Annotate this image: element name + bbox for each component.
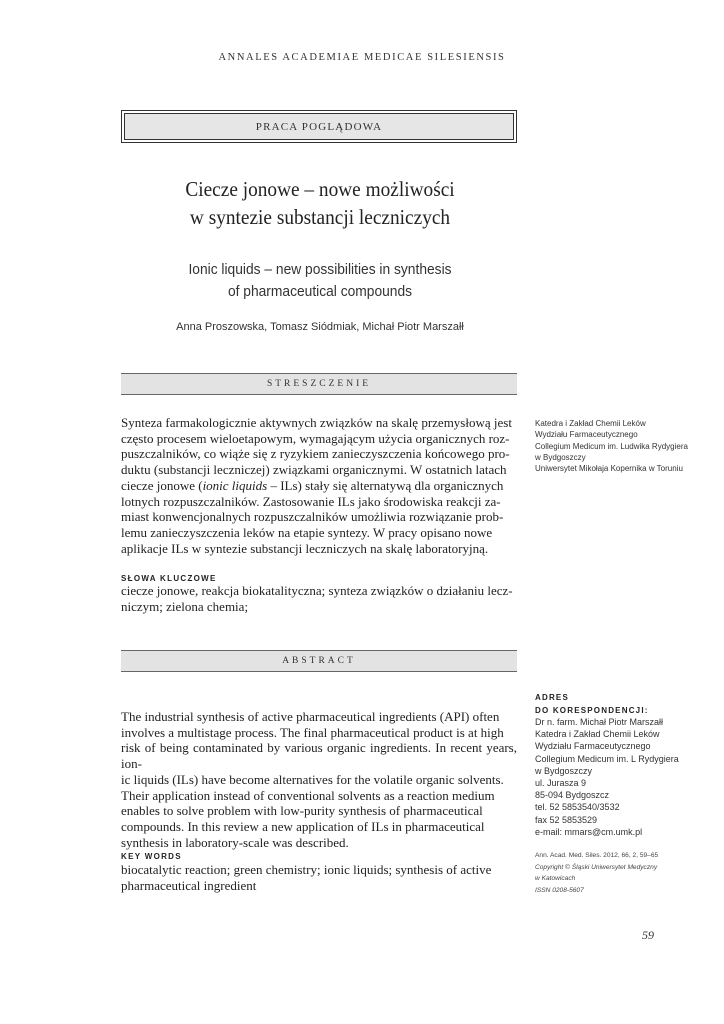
affiliation-line: w Bydgoszczy [535, 452, 586, 462]
streszczenie-line: miast konwencjonalnych rozpuszczalników umożliwia rozwiązanie prob- [121, 509, 504, 525]
correspondence-heading-line1: ADRES [535, 693, 570, 702]
address-line: tel. 52 5853540/3532 [535, 802, 620, 813]
slowa-kluczowe-line1: ciecze jonowe, reakcja biokatalityczna; synteza związków o działaniu lecz- [121, 583, 513, 598]
streszczenie-line: aplikacje ILs w syntezie substancji leczniczych na skalę laboratoryjną. [121, 540, 489, 556]
title-polish [136, 175, 504, 231]
correspondence-heading-line2: DO KORESPONDENCJI: [535, 706, 649, 715]
address-email: e-mail: mmars@cm.umk.pl [535, 826, 643, 837]
address-line: w Bydgoszczy [535, 765, 593, 776]
citation [535, 850, 705, 896]
citation-issn: ISSN 0208-5607 [535, 886, 584, 894]
address-line: Dr n. farm. Michał Piotr Marszałł [535, 717, 664, 727]
streszczenie-line [121, 478, 517, 494]
page-number: 59 [642, 928, 654, 942]
streszczenie-line5-end: – ILs) stały się alternatywą dla organicznych [267, 477, 504, 493]
streszczenie-line: lemu zanieczyszczenia leków na etapie syntezy. W pracy opisano nowe [121, 524, 493, 540]
abstract-line: ic liquids (ILs) have become alternatives for the volatile organic solvents. [121, 771, 504, 787]
key-words-label: KEY WORDS [121, 852, 182, 861]
citation-line1: Ann. Acad. Med. Siles. 2012, 66, 2, 59–65 [535, 852, 659, 859]
journal-name: ANNALES ACADEMIAE MEDICAE SILESIENSIS [218, 52, 506, 63]
article-type-label: PRACA POGLĄDOWA [124, 113, 514, 140]
slowa-kluczowe-text [121, 583, 517, 614]
title-polish-line2: w syntezie substancji leczniczych [189, 205, 451, 229]
streszczenie-line: lotnych rozpuszczalników. Zastosowanie ILs jako środowiska reakcji za- [121, 493, 501, 509]
authors: Anna Proszowska, Tomasz Siódmiak, Michał Piotr Marszałł [176, 321, 464, 333]
title-english [136, 259, 504, 303]
affiliation-line: Katedra i Zakład Chemii Leków [535, 419, 646, 428]
abstract-line: compounds. In this review a new application of ILs in pharmaceutical [121, 818, 485, 834]
correspondence-address [535, 716, 705, 838]
streszczenie-line5-italic: ionic liquids [202, 477, 268, 493]
streszczenie-line: Synteza farmakologicznie aktywnych związków na skalę przemysłową jest [121, 415, 512, 430]
abstract-line: Their application instead of conventional solvents as a reaction medium [121, 787, 495, 803]
address-line: 85-094 Bydgoszcz [535, 790, 610, 801]
title-english-line1: Ionic liquids – new possibilities in synthesis [188, 261, 452, 278]
streszczenie-text [121, 415, 517, 556]
key-words-line1: biocatalytic reaction; green chemistry; ionic liquids; synthesis of active [121, 862, 492, 877]
abstract-line: risk of being contaminated by various organic ingredients. In recent years, ion- [121, 740, 517, 772]
key-words-text [121, 862, 517, 893]
streszczenie-line5-start: ciecze jonowe ( [121, 477, 203, 493]
affiliation-line: Wydziału Farmaceutycznego [535, 430, 638, 440]
address-line: Katedra i Zakład Chemii Leków [535, 729, 660, 740]
address-line: Wydziału Farmaceutycznego [535, 741, 651, 752]
affiliation-line: Collegium Medicum im. Ludwika Rydygiera [535, 441, 688, 451]
key-words-line2: pharmaceutical ingredient [121, 877, 257, 893]
abstract-line: synthesis in laboratory-scale was described. [121, 834, 349, 850]
streszczenie-line: puszczalników, co wiąże się z ryzykiem zanieczyszczenia końcowego pro- [121, 446, 510, 462]
streszczenie-line: często procesem wieloetapowym, wymagającym użycia organicznych roz- [121, 430, 510, 446]
address-line: fax 52 5853529 [535, 814, 598, 825]
title-polish-line1: Ciecze jonowe – nowe możliwości [185, 177, 455, 201]
article-type-box [121, 110, 517, 143]
address-line: Collegium Medicum im. L Rydygiera [535, 753, 679, 764]
abstract-line: enables to solve problem with low-purity synthesis of pharmaceutical [121, 803, 483, 819]
title-english-line2: of pharmaceutical compounds [227, 283, 413, 300]
abstract-heading: ABSTRACT [121, 650, 517, 672]
correspondence-heading [535, 691, 649, 717]
abstract-line: involves a multistage process. The final pharmaceutical product is at high [121, 724, 504, 740]
affiliation-line: Uniwersytet Mikołaja Kopernika w Toruniu [535, 464, 683, 474]
abstract-line: The industrial synthesis of active pharmaceutical ingredients (API) often [121, 709, 500, 724]
abstract-text [121, 709, 517, 850]
affiliation [535, 418, 705, 474]
citation-line2: Copyright © Śląski Uniwersytet Medyczny [535, 863, 658, 871]
slowa-kluczowe-label: SŁOWA KLUCZOWE [121, 574, 217, 583]
citation-line3: w Katowicach [535, 875, 576, 882]
streszczenie-line: duktu (substancji leczniczej) związkami organicznymi. W ostatnich latach [121, 462, 507, 478]
address-line: ul. Jurasza 9 [535, 778, 587, 789]
streszczenie-heading: STRESZCZENIE [121, 373, 517, 395]
slowa-kluczowe-line2: niczym; zielona chemia; [121, 598, 249, 614]
